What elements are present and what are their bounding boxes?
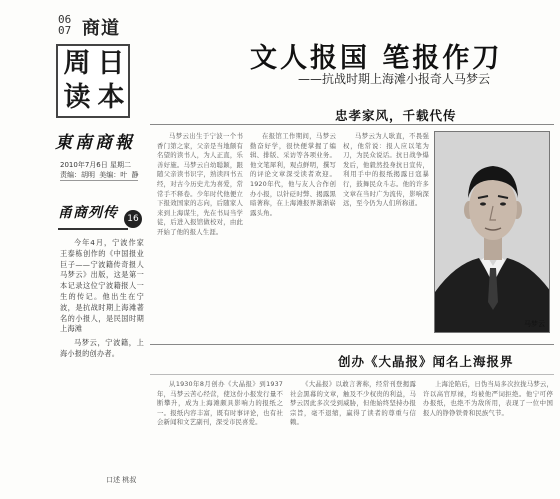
divider — [60, 180, 138, 181]
column-text: 马梦云出生于宁波一个书香门第之家，父亲是当地颇有名望的读书人，为人正直，乐善好施。马梦云自幼聪颖，跟随父亲读书识字，熟读四书五经，对古今历史尤为喜爱，常常手不释卷。少年时代他便立下报效国家的志向，后随家人来到上海谋生，先在书局当学徒，后进入报馆做校对，由此开始了他的报人生涯。 — [157, 132, 243, 236]
intro-text — [60, 238, 144, 363]
column-banner — [58, 196, 139, 230]
article-column — [343, 132, 429, 338]
newspaper-masthead: 東南商報 — [55, 133, 135, 153]
column-text: 《大晶报》以敢言著称，经常刊登揭露社会黑幕的文章，触及不少权贵的利益，马梦云因此多次受到威胁，但他始终坚持办报宗旨，毫不退缩，赢得了读者的尊重与信赖。 — [290, 380, 416, 427]
logo-char-4: 本 — [97, 82, 125, 113]
editor-credits: 责编：胡明 美编：叶 静 — [60, 171, 139, 179]
column-text: 从1930年8月创办《大晶报》到1937年，马梦云苦心经营，使这份小报发行量不断攀升，成为上海滩颇具影响力的报纸之一。报纸内容丰富，既有时事评论，也有社会新闻和文艺副刊，深受市民喜爱。 — [157, 380, 283, 427]
photo-caption: 马梦云 — [524, 320, 545, 328]
article-column — [423, 380, 553, 496]
article-column — [157, 380, 283, 496]
section-1-rule — [150, 124, 554, 125]
column-text: 在报馆工作期间，马梦云勤奋好学，很快便掌握了编辑、排版、采访等各项业务。他文笔犀利，观点鲜明，撰写的评论文章深受读者欢迎。1920年代，他与友人合作创办小报，以针砭时弊、揭露黑暗著称，在上海滩报界渐渐崭露头角。 — [250, 132, 336, 217]
logo-char-1: 周 — [63, 48, 91, 79]
column-title: 甬商列传 — [58, 205, 118, 221]
main-headline: 文人报国 笔报作刀 — [250, 43, 503, 74]
sidebar — [0, 0, 150, 499]
intro-paragraph: 今年4月，宁波作家王泰栋创作的《中国报业巨子——宁波籍传奇报人马梦云》出版，这是第一本记录这位宁波籍报人一生的传记。他出生在宁波，是抗战时期上海滩著名的小报人，是民国时期上海滩 — [60, 238, 144, 334]
article-column — [250, 132, 336, 338]
section-2-underline — [150, 374, 554, 375]
section-1-title: 忠孝家风，千载代传 — [335, 108, 457, 123]
dateline: 2010年7月6日 星期二 — [60, 161, 131, 169]
section-2-title: 创办《大晶报》闻名上海报界 — [338, 354, 514, 369]
logo-char-3: 读 — [63, 82, 91, 113]
intro-paragraph: 马梦云，宁波籍，上海小报的创办者。 — [60, 338, 144, 358]
column-number-badge: 16 — [124, 210, 142, 228]
section-tag: 商道 — [82, 18, 120, 39]
column-text: 上海沦陷后，日伪当局多次拉拢马梦云，许以高官厚禄，均被他严词拒绝。他宁可停办报纸，也绝不为敌所用，表现了一位中国报人的铮铮铁骨和民族气节。 — [423, 380, 553, 417]
portrait-photo — [434, 131, 550, 333]
issue-number: 06 07 — [58, 13, 72, 37]
article-column — [157, 132, 243, 338]
section-2-rule — [150, 344, 554, 345]
logo-char-2: 日 — [97, 48, 125, 79]
article-column — [290, 380, 416, 496]
subheadline: ——抗战时期上海滩小报奇人马梦云 — [298, 72, 491, 86]
author-credit: 口述 桃叔 — [106, 476, 137, 484]
column-text: 马梦云为人耿直，不畏强权，他常说：报人应以笔为刀，为民众说话。抗日战争爆发后，他毅然投身抗日宣传，利用手中的报纸揭露日寇暴行，鼓舞民众斗志。他的许多文章在当时广为流传，影响深远，至今仍为人们所称道。 — [343, 132, 429, 208]
weekly-logo — [56, 44, 130, 118]
portrait-image — [435, 132, 550, 333]
